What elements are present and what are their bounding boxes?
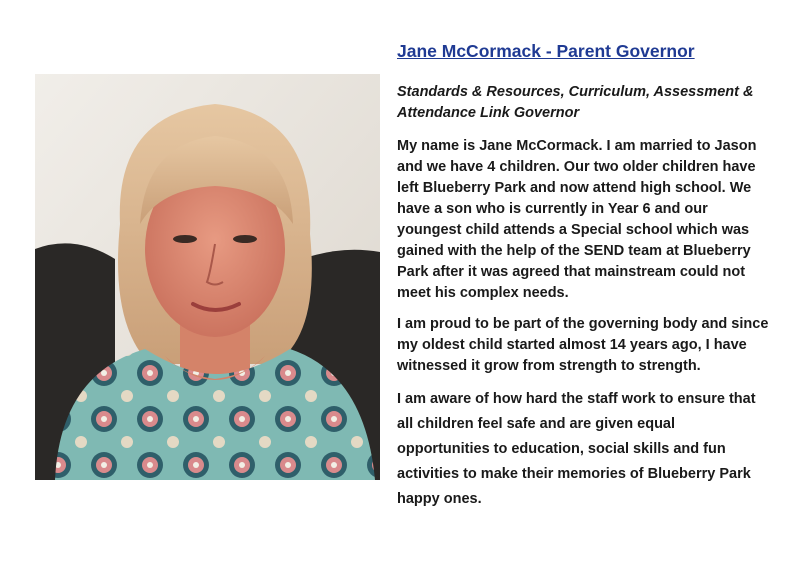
paragraph-governing-body: I am proud to be part of the governing body and since my oldest child started almost 14 years ago, I have witnessed it grow from strength to strength.	[397, 316, 769, 374]
paragraph-intro: My name is Jane McCormack. I am married to Jason and we have 4 children. Our two older children have left Blueberry Park and now attend high school. We have a son who is currently in Year 6 and our youngest child attends a Special school which was gained with the help of the SEND team at Blueberry Park after it was agreed that mainstream could not meet his complex needs.	[397, 138, 757, 301]
governor-photo	[35, 74, 380, 480]
page-title[interactable]: Jane McCormack - Parent Governor	[397, 41, 695, 61]
paragraph-staff: I am aware of how hard the staff work to ensure that all children feel safe and are given equal opportunities to education, social skills and fun activities to make their memories of Blueberry Park happy ones.	[397, 391, 756, 507]
governor-roles: Standards & Resources, Curriculum, Assessment & Attendance Link Governor	[397, 84, 754, 121]
profile-text	[397, 40, 769, 522]
